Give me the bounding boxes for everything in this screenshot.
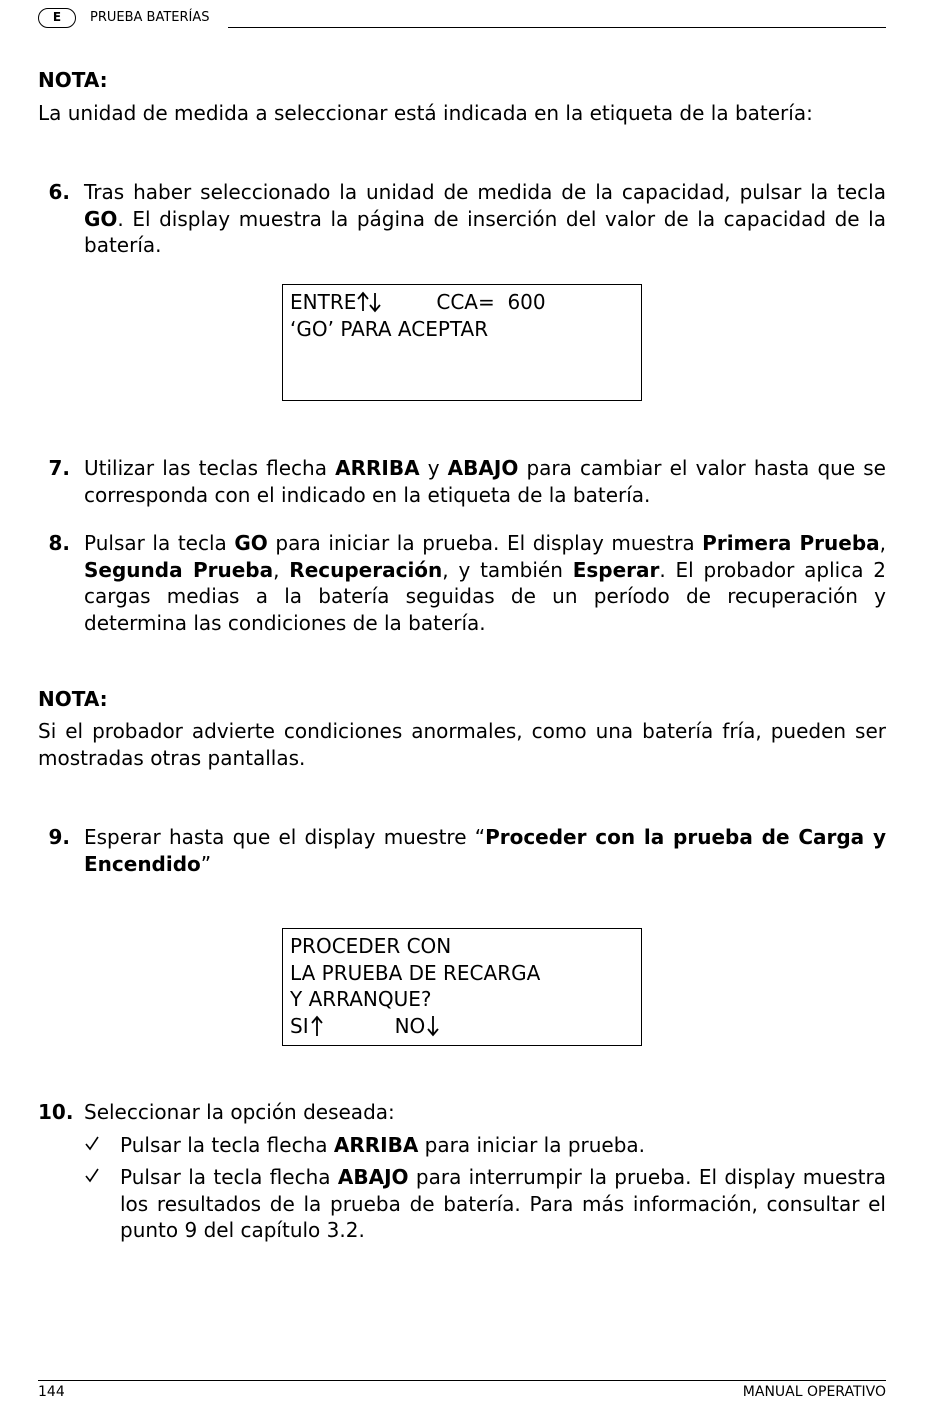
step-text xyxy=(84,530,886,636)
bold-span: Esperar xyxy=(572,557,660,582)
text-span: , xyxy=(273,557,290,582)
bold-span: ARRIBA xyxy=(333,1132,419,1157)
bold-span: GO xyxy=(234,531,268,555)
text-span: , xyxy=(879,531,886,555)
footer-rule xyxy=(38,1380,886,1381)
text-span: para cambiar el valor hasta que se corresponda con el indicado en la etiqueta de la batería. xyxy=(84,456,886,507)
text-span: Tras haber seleccionado la unidad de medida de la capacidad, pulsar la tecla xyxy=(84,180,886,204)
step-7 xyxy=(38,455,886,508)
header-title: PRUEBA BATERÍAS xyxy=(90,10,210,25)
text-span: ” xyxy=(200,851,212,876)
note-title: NOTA: xyxy=(38,687,108,711)
footer-title: MANUAL OPERATIVO xyxy=(742,1384,886,1400)
step-text xyxy=(84,179,886,259)
text-span: Esperar hasta que el display muestre “ xyxy=(84,825,486,849)
list-item xyxy=(84,1164,886,1244)
note-title: NOTA: xyxy=(38,68,108,92)
bold-span: ABAJO xyxy=(447,456,519,480)
page-header xyxy=(38,8,886,30)
bold-span: Segunda Prueba xyxy=(84,557,274,582)
step-number: 8. xyxy=(48,531,70,555)
note-text: Si el probador advierte condiciones anormales, como una batería fría, pueden ser mostradas otras pantallas. xyxy=(38,719,886,770)
text-span: , y también xyxy=(442,557,573,582)
list-item-text xyxy=(120,1132,886,1159)
text-span: para iniciar la prueba. xyxy=(418,1132,646,1157)
display-text: SI xyxy=(290,1013,309,1038)
list-item xyxy=(84,1132,886,1159)
step-6 xyxy=(38,179,886,259)
step-number: 10. xyxy=(38,1100,74,1124)
display-line: PROCEDER CON xyxy=(290,934,452,958)
step-text xyxy=(84,455,886,508)
up-arrow-icon xyxy=(309,1015,325,1037)
language-badge: E xyxy=(38,8,76,28)
checkmark-icon xyxy=(84,1132,104,1161)
checkmark-icon xyxy=(84,1164,104,1193)
step-8 xyxy=(38,530,886,636)
step-text xyxy=(84,824,886,877)
step-number: 9. xyxy=(48,825,70,849)
display-line: Y ARRANQUE? xyxy=(290,987,432,1011)
step-number: 7. xyxy=(48,456,70,480)
step-9 xyxy=(38,824,886,877)
display-line: LA PRUEBA DE RECARGA xyxy=(290,960,541,985)
note-text: La unidad de medida a seleccionar está indicada en la etiqueta de la batería: xyxy=(38,101,813,125)
display-text: ENTRE xyxy=(290,290,357,314)
down-arrow-icon xyxy=(425,1015,441,1037)
text-span: para iniciar la prueba. El display muestra xyxy=(267,531,703,555)
text-span: Utilizar las teclas flecha xyxy=(84,456,336,480)
display-line xyxy=(290,289,634,316)
bold-span: Proceder con la prueba de Carga y Encendido xyxy=(84,825,886,876)
step-number: 6. xyxy=(48,180,70,204)
bold-span: ABAJO xyxy=(337,1165,409,1189)
display-text: CCA= 600 xyxy=(436,290,546,314)
page-footer xyxy=(38,1380,886,1404)
text-span: . El probador aplica 2 cargas medias a la batería seguidas de un período de recuperación y determina las condiciones de la batería. xyxy=(84,557,887,635)
list-item-text xyxy=(120,1164,886,1244)
header-rule xyxy=(228,27,886,28)
bold-span: Recuperación xyxy=(289,557,443,582)
bold-span: ARRIBA xyxy=(335,456,420,480)
text-span: Pulsar la tecla xyxy=(84,531,235,555)
display-line xyxy=(290,1013,634,1040)
text-span: y xyxy=(419,456,448,480)
text-span: para interrumpir la prueba. El display muestra los resultados de la prueba de batería. Para más información, consultar el punto 9 del capítulo 3.2. xyxy=(120,1165,886,1242)
step-10 xyxy=(38,1099,886,1244)
display-line: ‘GO’ PARA ACEPTAR xyxy=(290,316,489,341)
step-intro: Seleccionar la opción deseada: xyxy=(84,1100,395,1124)
bold-span: Primera Prueba xyxy=(702,531,880,555)
display-screen xyxy=(282,928,642,1046)
page-number: 144 xyxy=(38,1384,65,1400)
bold-span: GO xyxy=(84,206,118,231)
up-down-arrow-icon xyxy=(356,291,382,313)
display-text: NO xyxy=(394,1013,426,1038)
text-span: Pulsar la tecla flecha xyxy=(120,1132,334,1157)
step-text xyxy=(84,1099,886,1244)
display-screen xyxy=(282,284,642,401)
text-span: . El display muestra la página de inserción del valor de la capacidad de la batería. xyxy=(84,206,886,257)
text-span: Pulsar la tecla flecha xyxy=(120,1165,338,1189)
